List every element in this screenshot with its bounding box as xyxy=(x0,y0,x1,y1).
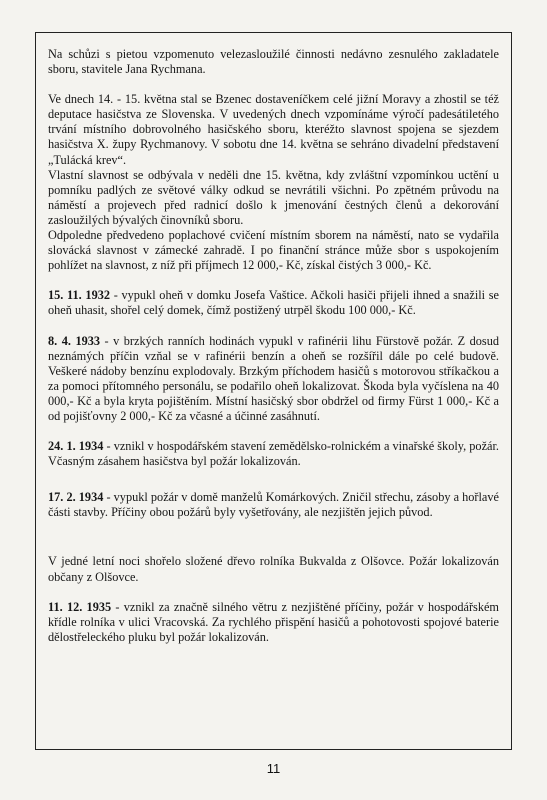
entry-date: 17. 2. 1934 xyxy=(48,490,104,505)
entry-1934-february xyxy=(48,490,499,520)
entry-text: - v brzkých ranních hodinách vypukl v rafinérii lihu Fürstově požár. Z dosud neznámých příčin vzňal se v rafinérii benzín a oheň se rozšířil dále po celé budově. Veškeré nádoby benzínu explodovaly. Brzkým příchodem hasičů s motorovou stříkačkou a za pomoci přítomného personálu, se podařilo oheň lokalizovat. Škoda byla vyčíslena na 40 000,- Kč a byla kryta pojištěním. Místní hasičský sbor obdržel od firmy Fürst 1 000,- Kč a od pojišťovny 2 000,- Kč za včasné a účinné zasáhnutí. xyxy=(48,333,500,423)
paragraph-summer-fire: V jedné letní noci shořelo složené dřevo rolníka Bukvalda z Olšovce. Požár lokalizován občany z Olšovce. xyxy=(48,554,499,584)
entry-text: - vypukl požár v domě manželů Komárkových. Zničil střechu, zásoby a hořlavé části stavby. Příčiny obou požárů byly vyšetřovány, ale nezjištěn jejich původ. xyxy=(48,490,499,520)
page-text-frame xyxy=(35,32,512,750)
paragraph-anniversary: Ve dnech 14. - 15. května stal se Bzenec dostaveníčkem celé jižní Moravy a zhostil se též deputace hasičstva ze Slovenska. V uvedených dnech vzpomínáme výročí padesátiletého trvání místního dobrovolného hasičského sboru, kteréžto slavnost spojena se sjezdem hasičstva X. župy Rychmanovy. V sobotu dne 14. května se sehráno divadelní představení „Tulácká krev“. xyxy=(48,92,499,167)
entry-date: 11. 12. 1935 xyxy=(48,599,112,614)
entry-date: 8. 4. 1933 xyxy=(48,333,101,348)
paragraph-celebration: Vlastní slavnost se odbývala v neděli dne 15. května, kdy zvláštní vzpomínkou uctění u pomníku padlých ze světové války odkud se nevrátili všichni. Po zpětném průvodu na náměstí a projevech před radnicí došlo k jmenování čestných členů a dekorování zasloužilých bývalých činovníků sboru. xyxy=(48,167,499,227)
entry-1934-january xyxy=(48,439,499,469)
entry-1935 xyxy=(48,600,499,645)
entry-date: 15. 11. 1932 xyxy=(48,288,111,303)
entry-1933 xyxy=(48,334,499,425)
entry-text: - vypukl oheň v domku Josefa Vaštice. Ačkoli hasiči přijeli ihned a snažili se oheň uhasit, shořel celý domek, čímž postižený utrpěl škodu 100 000,- Kč. xyxy=(48,288,499,318)
page-number: 11 xyxy=(266,761,281,776)
entry-1932 xyxy=(48,288,499,318)
entry-text: - vznikl v hospodářském stavení zemědělsko-rolnickém a vinařské školy, požár. Včasným zásahem hasičstva byl požár lokalizován. xyxy=(48,439,499,469)
paragraph-afternoon: Odpoledne předvedeno poplachové cvičení místním sborem na náměstí, nato se vydařila slovácká slavnost v zámecké zahradě. I po finanční stránce může sbor s uspokojením pohlížet na slavnost, z níž při příjmech 12 000,- Kč, získal čistých 3 000,- Kč. xyxy=(48,228,499,273)
entry-date: 24. 1. 1934 xyxy=(48,439,104,454)
entry-text: - vznikl za značně silného větru z nezjištěné příčiny, požár v hospodářském křídle rolníka v ulici Vracovská. Za rychlého přispění hasičů a pohotovosti spojové baterie dělostřeleckého pluku byl požár lokalizován. xyxy=(48,599,499,644)
paragraph-memorial: Na schůzi s pietou vzpomenuto velezasloužilé činnosti nedávno zesnulého zakladatele sboru, stavitele Jana Rychmana. xyxy=(48,47,499,77)
